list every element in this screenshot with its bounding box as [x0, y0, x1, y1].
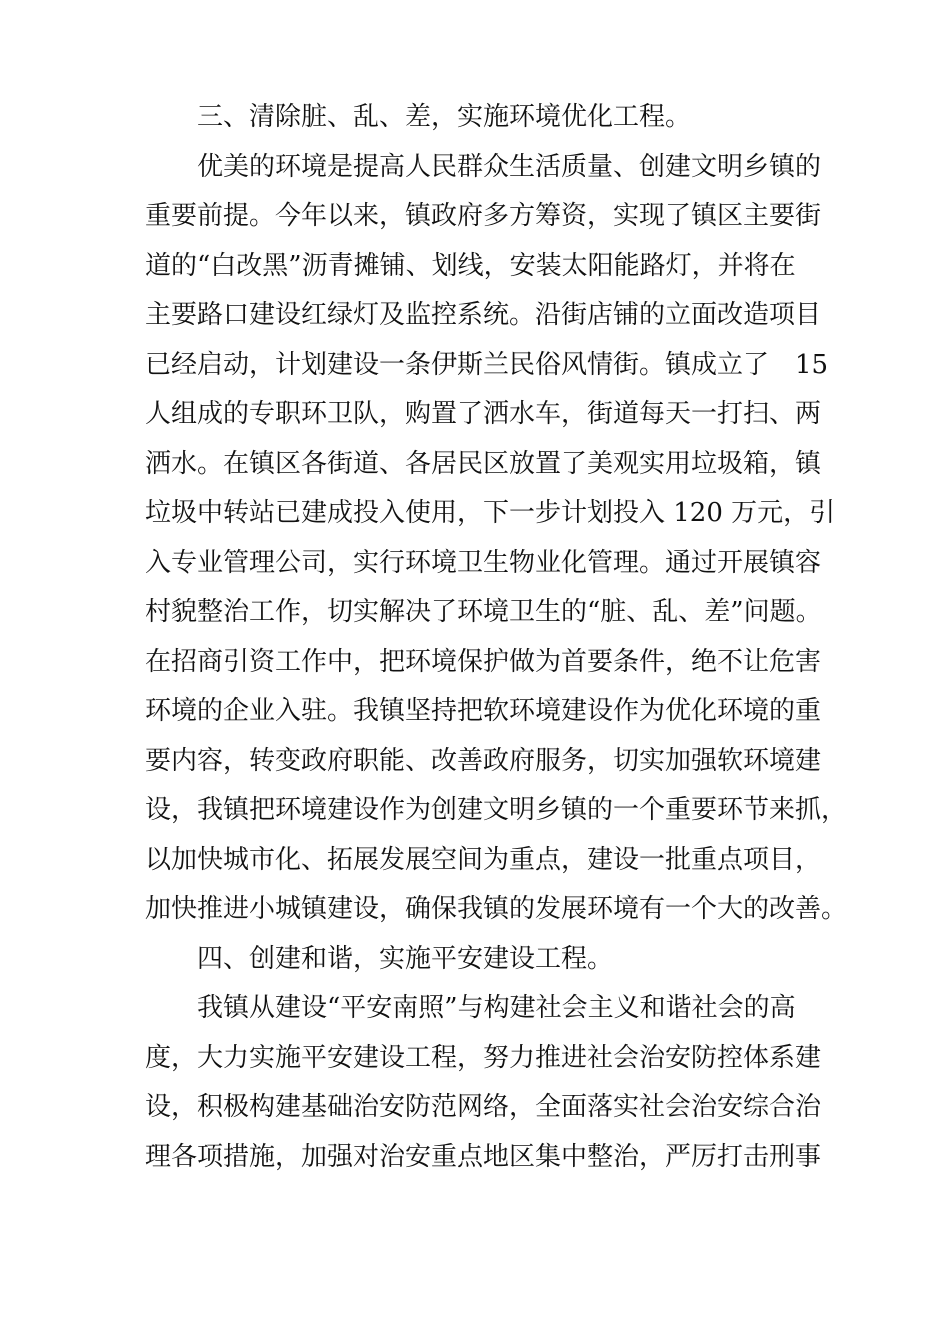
paragraph-line: 我镇从建设“平安南照”与构建社会主义和谐社会的高 [197, 993, 796, 1023]
paragraph-line: 已经启动，计划建设一条伊斯兰民俗风情街。镇成立了 15 [145, 349, 829, 380]
paragraph-line: 道的“白改黑”沥青摊铺、划线，安装太阳能路灯，并将在 [145, 250, 796, 281]
paragraph-line: 洒水。在镇区各街道、各居民区放置了美观实用垃圾箱，镇 [145, 448, 822, 479]
paragraph-line: 优美的环境是提高人民群众生活质量、创建文明乡镇的 [197, 151, 822, 182]
paragraph-line: 设，我镇把环境建设作为创建文明乡镇的一个重要环节来抓， [145, 795, 848, 825]
paragraph-line: 以加快城市化、拓展发展空间为重点，建设一批重点项目， [145, 844, 822, 875]
paragraph-line: 设，积极构建基础治安防范网络，全面落实社会治安综合治 [145, 1092, 822, 1122]
paragraph-line: 环境的企业入驻。我镇坚持把软环境建设作为优化环境的重 [145, 696, 822, 726]
paragraph-line: 度，大力实施平安建设工程，努力推进社会治安防控体系建 [145, 1042, 822, 1073]
paragraph-line: 主要路口建设红绿灯及监控系统。沿街店铺的立面改造项目 [145, 300, 822, 330]
section-heading-3: 三、清除脏、乱、差，实施环境优化工程。 [197, 102, 692, 132]
paragraph-line: 入专业管理公司，实行环境卫生物业化管理。通过开展镇容 [145, 547, 822, 578]
paragraph-line: 加快推进小城镇建设，确保我镇的发展环境有一个大的改善。 [145, 894, 848, 924]
paragraph-line: 垃圾中转站已建成投入使用，下一步计划投入 120 万元，引 [145, 498, 836, 528]
paragraph-line: 人组成的专职环卫队，购置了洒水车，街道每天一打扫、两 [145, 399, 822, 429]
paragraph-line: 在招商引资工作中，把环境保护做为首要条件，绝不让危害 [145, 646, 822, 677]
paragraph-line: 村貌整治工作，切实解决了环境卫生的“脏、乱、差”问题。 [145, 597, 822, 627]
paragraph-line: 要内容，转变政府职能、改善政府服务，切实加强软环境建 [145, 745, 822, 776]
paragraph-line: 重要前提。今年以来，镇政府多方筹资，实现了镇区主要街 [145, 201, 822, 231]
paragraph-line: 理各项措施，加强对治安重点地区集中整治，严厉打击刑事 [145, 1141, 822, 1172]
document-body [145, 93, 848, 1182]
section-heading-4: 四、创建和谐，实施平安建设工程。 [197, 943, 614, 974]
